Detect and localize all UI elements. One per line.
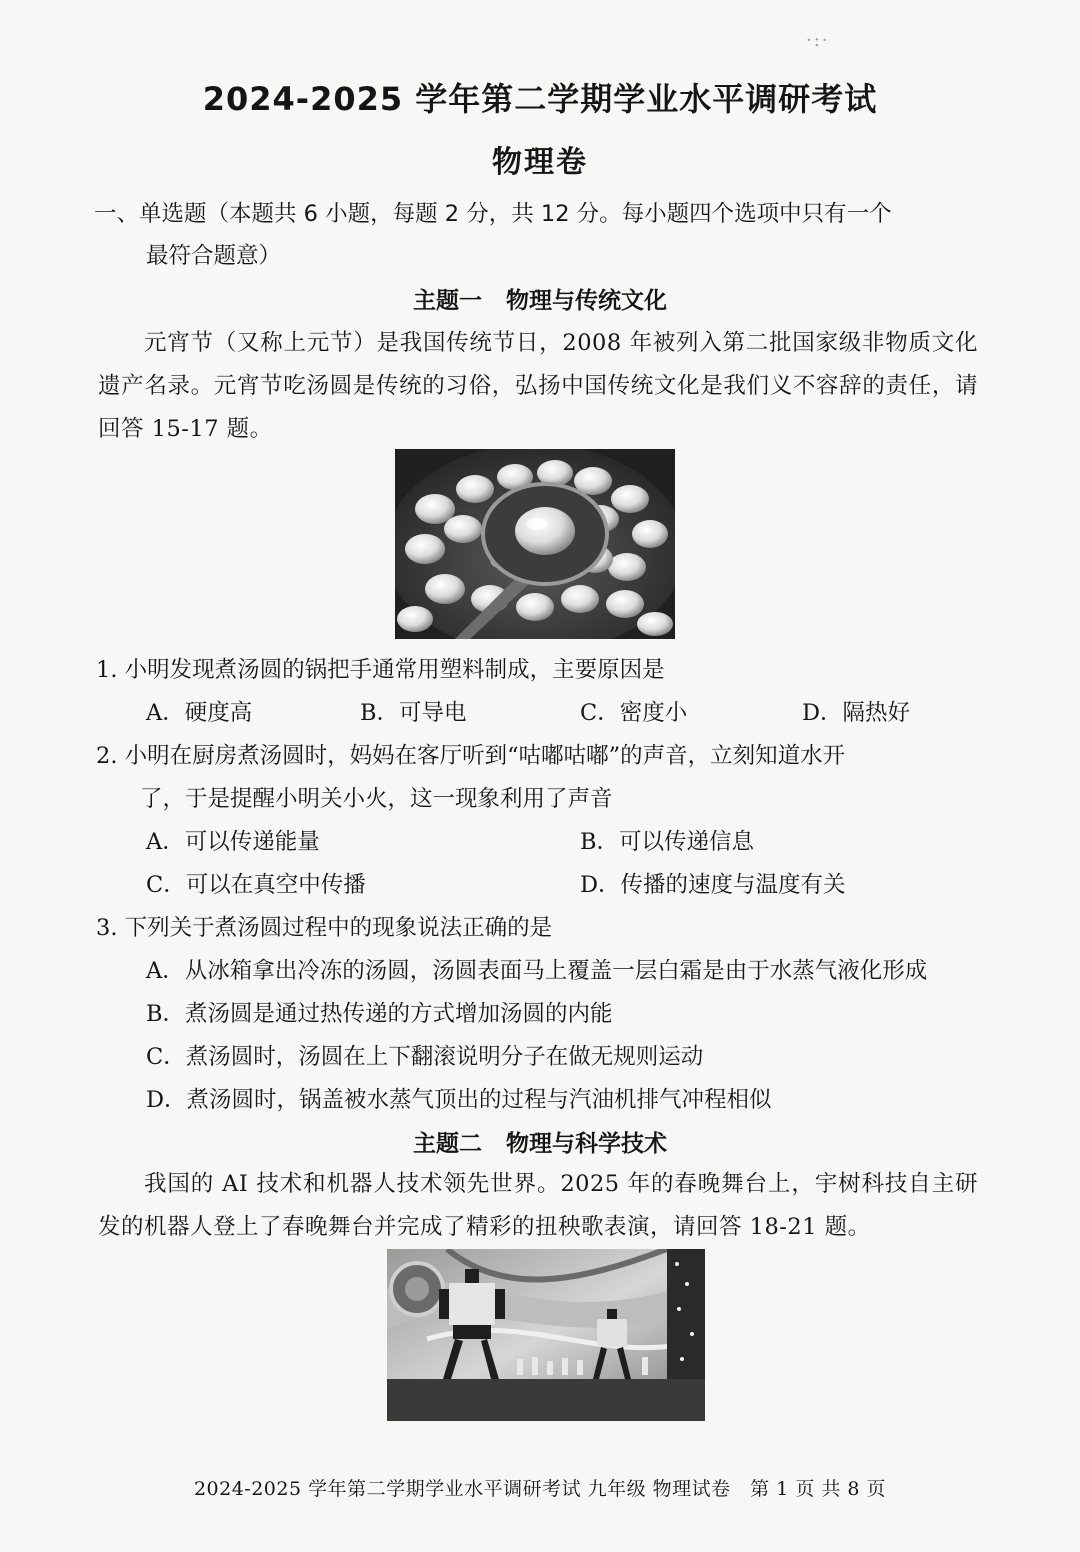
question-2-option-d: D．传播的速度与温度有关 (580, 872, 846, 898)
exam-title: 2024-2025 学年第二学期学业水平调研考试 (202, 80, 878, 118)
topic2-intro: 我国的 AI 技术和机器人技术领先世界。2025 年的春晚舞台上，宇树科技自主研发的机器人登上了春晚舞台并完成了精彩的扭秧歌表演，请回答 18-21 题。 (98, 1171, 978, 1240)
topic-heading-1 (0, 282, 1080, 315)
page-footer: 2024-2025 学年第二学期学业水平调研考试 九年级 物理试卷 第 1 页 共 8 页 (193, 1478, 887, 1500)
corner-mark: ·:· (806, 30, 830, 51)
question-1-option-b: B．可导电 (360, 700, 467, 726)
question-1-stem: 1. 小明发现煮汤圆的锅把手通常用塑料制成，主要原因是 (96, 657, 665, 683)
exam-subtitle: 物理卷 (492, 145, 588, 180)
topic-heading-2 (0, 1125, 1080, 1158)
question-3-stem: 3. 下列关于煮汤圆过程中的现象说法正确的是 (96, 915, 553, 941)
question-1-option-a: A．硬度高 (146, 700, 253, 726)
question-1-option-c: C．密度小 (580, 700, 688, 726)
question-2-option-b: B．可以传递信息 (580, 829, 755, 855)
topic-name: 物理与科学技术 (506, 1131, 667, 1157)
topic-label: 主题二 (413, 1131, 482, 1157)
topic-label: 主题一 (413, 288, 482, 314)
question-2-stem-line1: 2. 小明在厨房煮汤圆时，妈妈在客厅听到“咕嘟咕嘟”的声音，立刻知道水开 (96, 743, 846, 769)
question-3-option-a: A．从冰箱拿出冷冻的汤圆，汤圆表面马上覆盖一层白霜是由于水蒸气液化形成 (146, 958, 928, 984)
robot-stage-photo (387, 1249, 705, 1421)
question-3-option-c: C．煮汤圆时，汤圆在上下翻滚说明分子在做无规则运动 (146, 1044, 704, 1070)
topic1-intro: 元宵节（又称上元节）是我国传统节日，2008 年被列入第二批国家级非物质文化遗产名录。元宵节吃汤圆是传统的习俗，弘扬中国传统文化是我们义不容辞的责任，请回答 15-17 题。 (98, 330, 978, 442)
question-2-stem-line2: 了，于是提醒小明关小火，这一现象利用了声音 (140, 786, 613, 812)
question-2-option-a: A．可以传递能量 (146, 829, 320, 855)
question-2-option-c: C．可以在真空中传播 (146, 872, 366, 898)
question-3-option-d: D．煮汤圆时，锅盖被水蒸气顶出的过程与汽油机排气冲程相似 (146, 1087, 772, 1113)
section-heading-line1: 一、单选题（本题共 6 小题，每题 2 分，共 12 分。每小题四个选项中只有一个 (94, 201, 892, 227)
section-heading-line2: 最符合题意） (146, 243, 282, 269)
question-3-option-b: B．煮汤圆是通过热传递的方式增加汤圆的内能 (146, 1001, 613, 1027)
topic-name: 物理与传统文化 (506, 288, 667, 314)
question-1-option-d: D．隔热好 (802, 700, 911, 726)
tangyuan-photo (395, 449, 675, 639)
